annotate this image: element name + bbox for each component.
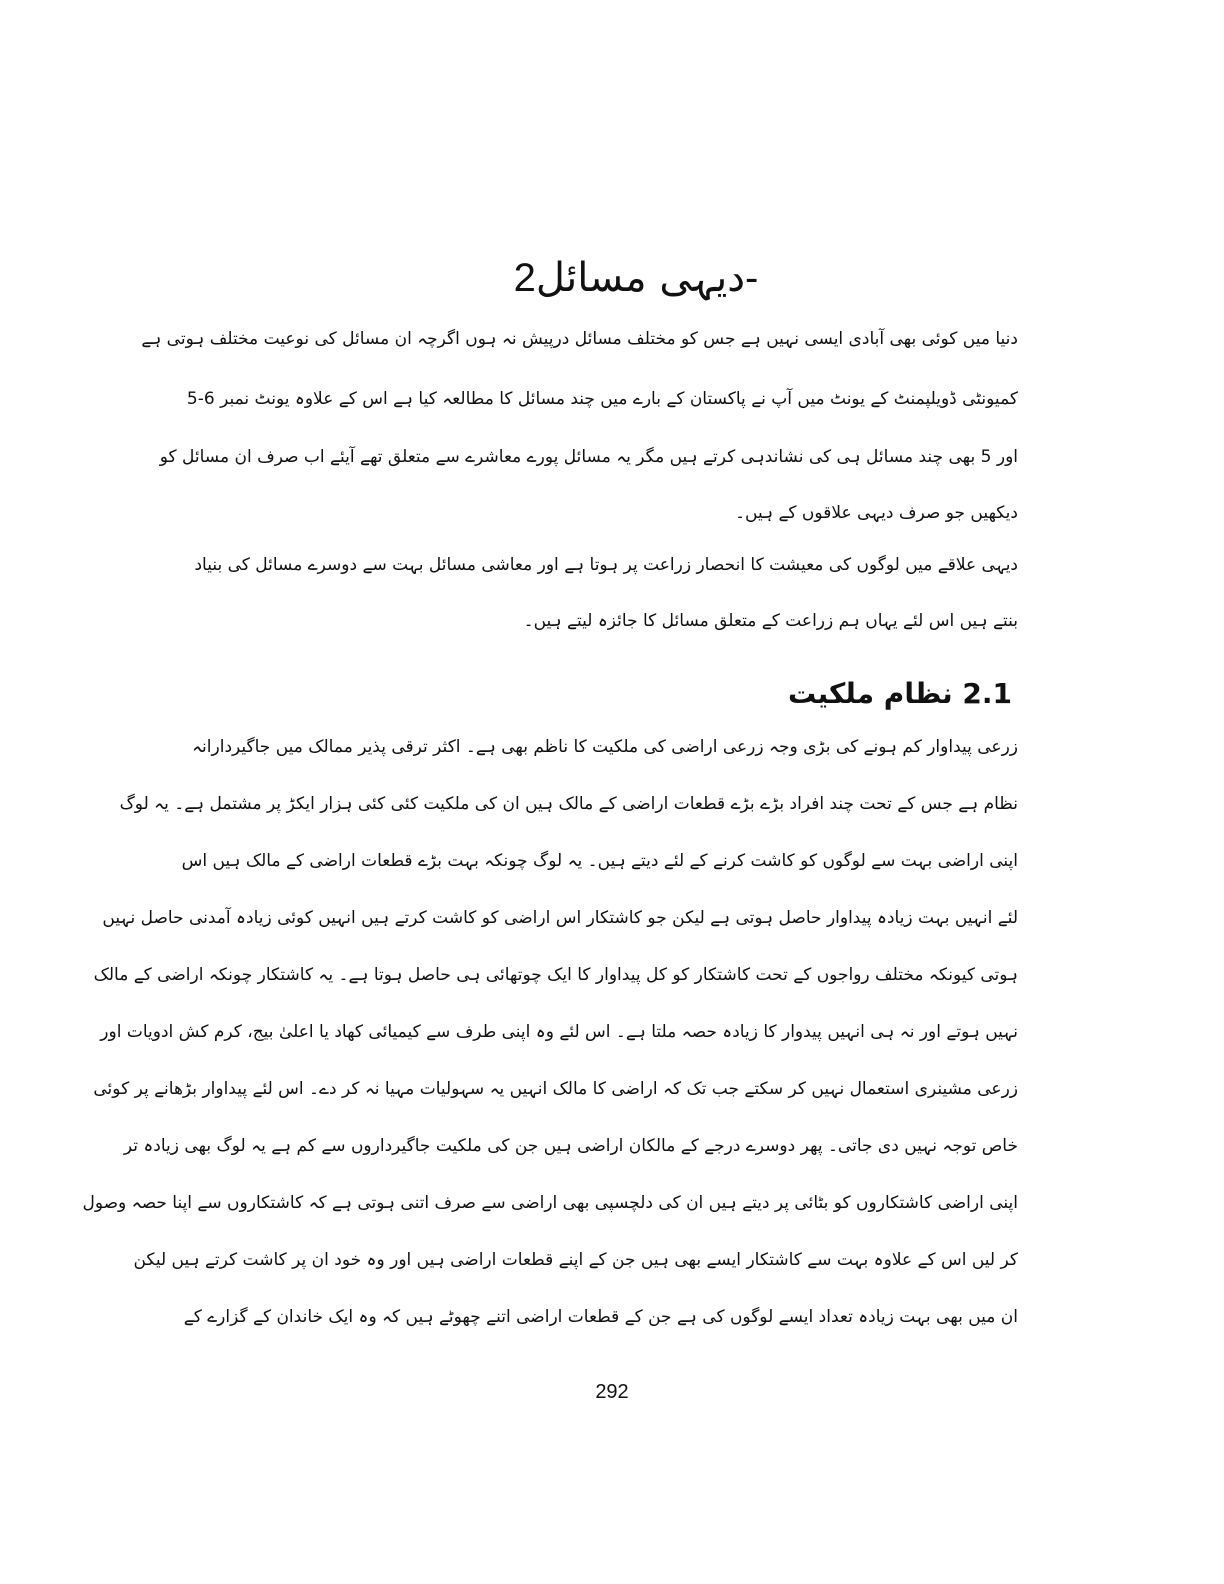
chapter-title	[0, 248, 1224, 308]
chapter-title-text: دیہی مسائل	[535, 255, 746, 301]
intro-paragraph-2-line: بنتے ہیں اس لئے یہاں ہم زراعت کے متعلق مسائل کا جائزہ لیتے ہیں۔	[523, 611, 1018, 631]
page-number: 292	[595, 1381, 629, 1403]
section-body-line: نہیں ہوتے اور نہ ہی انہیں پیدوار کا زیادہ حصہ ملتا ہے۔ اس لئے وہ اپنی طرف سے کیمیائی کھاد یا اعلیٰ بیج، کرم کش ادویات اور	[100, 1022, 1018, 1042]
section-body-line: اپنی اراضی بہت سے لوگوں کو کاشت کرنے کے لئے دیتے ہیں۔ یہ لوگ چونکہ بہت بڑے قطعات اراضی کے مالک ہیں اس	[181, 851, 1018, 871]
section-heading: 2.1 نظام ملکیت	[787, 677, 1012, 710]
section-body-line: ان میں بھی بہت زیادہ تعداد ایسے لوگوں کی ہے جن کے قطعات اراضی اتنے چھوٹے ہیں کہ وہ ایک خاندان کے گزارے کے	[183, 1307, 1018, 1327]
intro-paragraph-1-line: اور 5 بھی چند مسائل ہی کی نشاندہی کرتے ہیں مگر یہ مسائل پورے معاشرے سے متعلق تھے آیئے اب صرف ان مسائل کو	[159, 447, 1018, 467]
section-body-line: زرعی مشینری استعمال نہیں کر سکتے جب تک کہ اراضی کا مالک انہیں یہ سہولیات مہیا نہ کر دے۔ اس لئے پیداوار بڑھانے پر کوئی	[93, 1079, 1018, 1099]
intro-paragraph-1-line: دنیا میں کوئی بھی آبادی ایسی نہیں ہے جس کو مختلف مسائل درپیش نہ ہوں اگرچہ ان مسائل کی نوعیت مختلف ہوتی ہے	[141, 329, 1018, 349]
intro-paragraph-1-line: دیکھیں جو صرف دیہی علاقوں کے ہیں۔	[735, 503, 1018, 523]
section-body-line: اپنی اراضی کاشتکاروں کو بٹائی پر دیتے ہیں ان کی دلچسپی بھی اراضی سے صرف اتنی ہوتی ہے کہ کاشتکاروں سے اپنا حصہ وصول	[82, 1193, 1018, 1213]
section-body-line: لئے انہیں بہت زیادہ پیداوار حاصل ہوتی ہے لیکن جو کاشتکار اس اراضی کو کاشت کرتے ہیں انہیں کوئی زیادہ آمدنی حاصل نہیں	[102, 908, 1018, 928]
intro-paragraph-2-line: دیہی علاقے میں لوگوں کی معیشت کا انحصار زراعت پر ہوتا ہے اور معاشی مسائل بہت سے دوسرے مسائل کی بنیاد	[194, 555, 1018, 575]
section-body-line: زرعی پیداوار کم ہونے کی بڑی وجہ زرعی اراضی کی ملکیت کا ناظم بھی ہے۔ اکثر ترقی پذیر ممالک میں جاگیردارانہ	[192, 737, 1018, 757]
section-body-line: نظام ہے جس کے تحت چند افراد بڑے بڑے قطعات اراضی کے مالک ہیں ان کی ملکیت کئی کئی ہزار ایکڑ پر مشتمل ہے۔ یہ لوگ	[119, 794, 1018, 814]
chapter-number: 2-	[513, 256, 759, 300]
intro-paragraph-1-line: کمیونٹی ڈویلپمنٹ کے یونٹ میں آپ نے پاکستان کے بارے میں چند مسائل کا مطالعہ کیا ہے اس کے علاوہ یونٹ نمبر 6-5	[186, 389, 1018, 409]
section-body-line: خاص توجہ نہیں دی جاتی۔ پھر دوسرے درجے کے مالکان اراضی ہیں جن کی ملکیت جاگیرداروں سے کم ہے یہ لوگ بھی زیادہ تر	[123, 1136, 1018, 1156]
section-body-line: کر لیں اس کے علاوہ بہت سے کاشتکار ایسے بھی ہیں جن کے اپنے قطعات اراضی ہیں اور وہ خود ان پر کاشت کرتے ہیں لیکن	[133, 1250, 1018, 1270]
section-body-line: ہوتی کیونکہ مختلف رواجوں کے تحت کاشتکار کو کل پیداوار کا ایک چوتھائی ہی حاصل ہوتا ہے۔ یہ کاشتکار چونکہ اراضی کے مالک	[93, 965, 1018, 985]
